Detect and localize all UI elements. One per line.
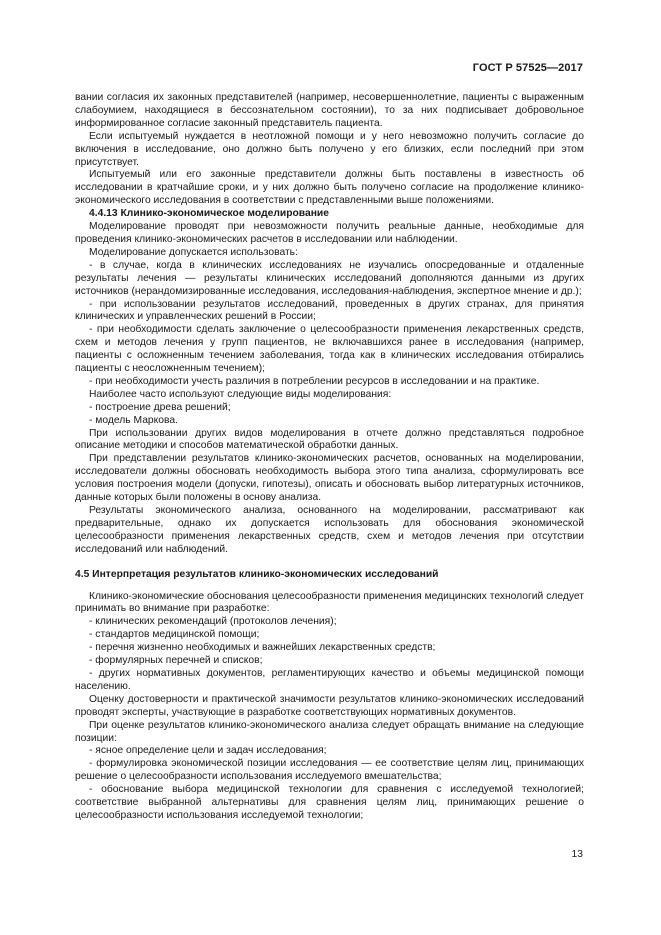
paragraph: вании согласия их законных представителей (например, несовершеннолетние, пациенты с выраженным слабоумием, находящиеся в бессознательном состоянии), то за них подписывает добровольное информированное согласие законный представитель пациента. — [75, 92, 584, 129]
paragraph: Моделирование проводят при невозможности получить реальные данные, необходимые для проведения клинико-экономических расчетов в исследовании или наблюдении. — [75, 221, 584, 245]
list-item: - ясное определение цели и задач исследования; — [89, 745, 327, 757]
section-heading-4-5: 4.5 Интерпретация результатов клинико-экономических исследований — [75, 568, 439, 580]
paragraph: Наиболее часто используют следующие виды моделирования: — [89, 388, 392, 400]
list-item: - в случае, когда в клинических исследованиях не изучались опосредованные и отдаленные результаты лечения — результаты клинических исследований дополняются данными из других источников (нерандомизированные исследования, исследования-наблюдения, экспертное мнение и др.); — [75, 259, 584, 297]
list-item: - при необходимости учесть различия в потреблении ресурсов в исследовании и на практике. — [89, 375, 540, 387]
list-item: - клинических рекомендаций (протоколов лечения); — [89, 616, 337, 628]
paragraph: Клинико-экономические обоснования целесообразности применения медицинских технологий следует принимать во внимание при разработке: — [75, 590, 584, 615]
section-heading-4-4-13: 4.4.13 Клинико-экономическое моделирование — [89, 208, 329, 220]
list-item: - перечня жизненно необходимых и важнейших лекарственных средств; — [89, 642, 436, 654]
list-item: - других нормативных документов, регламентирующих качество и объемы медицинской помощи населению. — [75, 667, 584, 692]
paragraph: Моделирование допускается использовать: — [89, 246, 298, 258]
list-item: - формулярных перечней и списков; — [89, 655, 263, 667]
paragraph: При использовании других видов моделирования в отчете должно представляться подробное описание методики и способов математической обработки данных. — [75, 427, 584, 452]
list-item: - формулировка экономической позиции исследования — ее соответствие целям лиц, принимающих решение о целесообразности использования исследуемого вмешательства; — [75, 758, 584, 783]
list-item: - обоснование выбора медицинской технологии для сравнения с исследуемой технологией; соответствие выбранной альтернативы для сравнения целям лиц, принимающих решение о целесообразности использования исследуемой технологии; — [75, 784, 584, 821]
list-item: - при необходимости сделать заключение о целесообразности применения лекарственных средств, схем и методов лечения у групп пациентов, не включавшихся ранее в исследования (например, пациенты с осложненным течением заболевания, тогда как в клинических исследования отбирались пациенты с неосложненным течением); — [75, 324, 584, 375]
paragraph: Оценку достоверности и практической значимости результатов клинико-экономических исследований проводят эксперты, участвующие в разработке соответствующих нормативных документов. — [75, 693, 584, 718]
standard-number: ГОСТ Р 57525—2017 — [472, 62, 583, 74]
paragraph: При оценке результатов клинико-экономического анализа следует обращать внимание на следующие позиции: — [75, 719, 584, 744]
list-item: - построение древа решений; — [89, 401, 231, 413]
list-item: - при использовании результатов исследований, проведенных в других странах, для принятия клинических и управленческих решений в России; — [75, 298, 584, 323]
list-item: - модель Маркова. — [89, 414, 178, 426]
paragraph: Результаты экономического анализа, основанного на моделировании, рассматривают как предварительные, однако их допускается использовать для обоснования экономической целесообразности применения лекарственных средств, схем и методов лечения при отсутствии исследований или наблюдений. — [75, 505, 584, 555]
list-item: - стандартов медицинской помощи; — [89, 629, 260, 641]
page-number: 13 — [571, 849, 583, 860]
document-body — [75, 92, 584, 823]
paragraph: При представлении результатов клинико-экономических расчетов, основанных на моделировании, исследователи должны обосновать необходимость выбора этого типа анализа, сформулировать все условия построения модели (допуски, гипотезы), описать и обосновать выбор литературных источников, данные которых были положены в основу анализа. — [75, 453, 584, 504]
paragraph: Если испытуемый нуждается в неотложной помощи и у него невозможно получить согласие до включения в исследование, оно должно быть получено у его близких, если последний при этом присутствует. — [75, 130, 584, 168]
paragraph: Испытуемый или его законные представители должны быть поставлены в известность об исследовании в кратчайшие сроки, и у них должно быть получено согласие на продолжение клинико-экономического исследования в соответствии с представленными выше положениями. — [75, 169, 584, 207]
